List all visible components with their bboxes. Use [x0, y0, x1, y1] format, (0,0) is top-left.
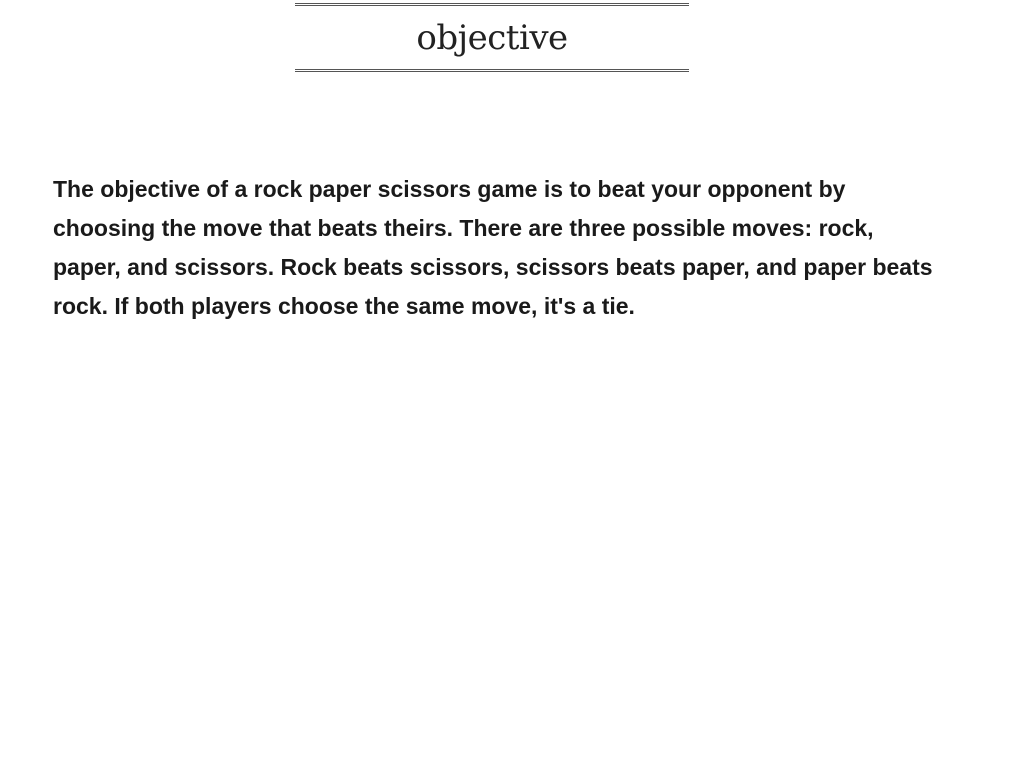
page-title: objective — [416, 17, 568, 58]
heading-banner — [295, 3, 689, 72]
objective-description: The objective of a rock paper scissors game is to beat your opponent by choosing the move that beats theirs. There are three possible moves: rock, paper, and scissors. Rock beats scissors, scissors beats paper, and paper beats rock. If both players choose the same move, it's a tie. — [53, 176, 933, 319]
